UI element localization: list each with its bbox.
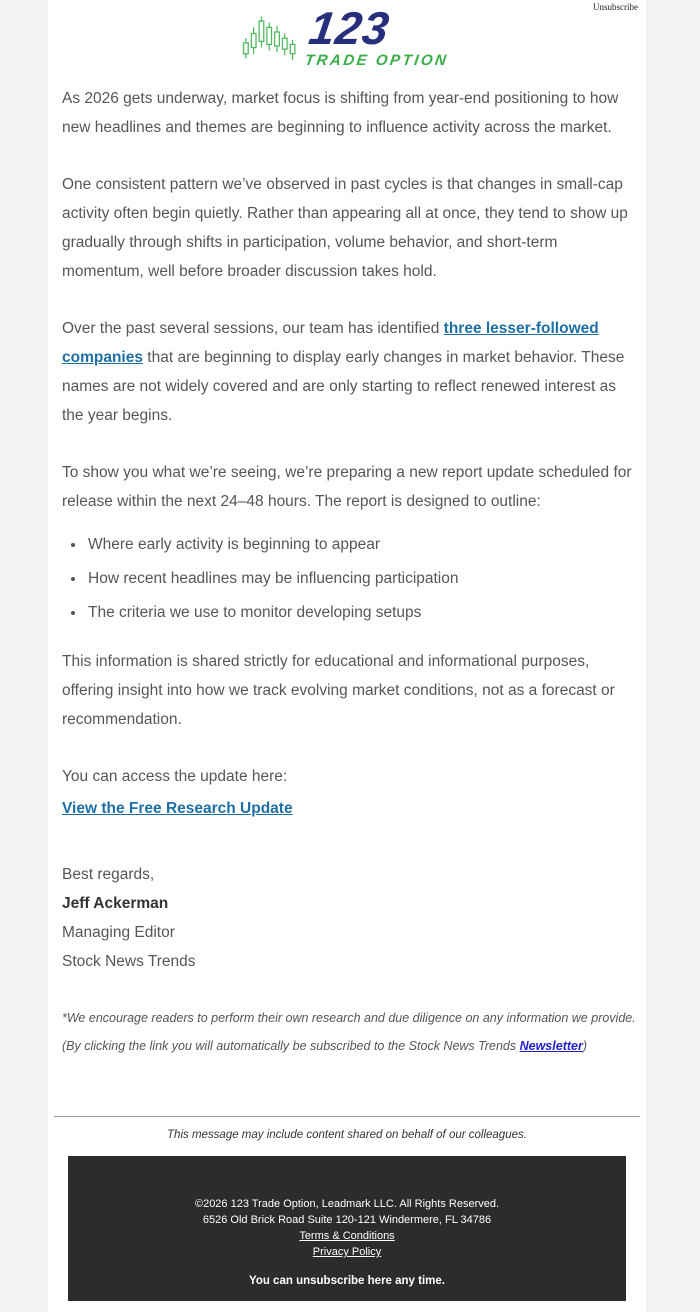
logo-wordmark: TRADE OPTION [304, 51, 450, 69]
signature-closing: Best regards, [62, 866, 155, 883]
companies-text-after: that are beginning to display early changes in market behavior. These names are not widely covered and are only starting to reflect renewed interest as the year begins. [62, 349, 625, 424]
companies-text-before: Over the past several sessions, our team has identified [62, 320, 444, 337]
signature-name: Jeff Ackerman [62, 895, 169, 912]
privacy-link[interactable]: Privacy Policy [312, 1246, 382, 1258]
unsubscribe-here-text[interactable]: You can unsubscribe here any time. [249, 1275, 445, 1287]
logo-number: 123 [306, 1, 394, 54]
list-item: • Where early activity is beginning to appear [86, 530, 636, 559]
report-bullet-list [62, 530, 636, 627]
view-research-update-link[interactable]: View the Free Research Update [62, 800, 293, 817]
terms-link[interactable]: Terms & Conditions [299, 1230, 395, 1242]
logo-text [304, 1, 456, 69]
intro-paragraph: As 2026 gets underway, market focus is shifting from year-end positioning to how new headlines and themes are beginning to influence activity across the market. [62, 90, 619, 136]
list-item: • The criteria we use to monitor developing setups [86, 598, 636, 627]
unsubscribe-link[interactable]: Unsubscribe [593, 2, 638, 12]
disclaimer-text-before: (By clicking the link you will automatically be subscribed to the Stock News Trends [62, 1039, 520, 1053]
access-line: You can access the update here: [62, 768, 288, 785]
brand-logo [48, 0, 646, 72]
companies-paragraph [62, 314, 636, 430]
signature-title: Managing Editor [62, 924, 175, 941]
email-container [48, 0, 646, 1312]
report-paragraph: To show you what we’re seeing, we’re preparing a new report update scheduled for release within the next 24–48 hours. The report is designed to outline: [62, 464, 632, 510]
disclaimer [62, 1004, 636, 1060]
companies-link[interactable]: three lesser-followed companies [62, 320, 599, 366]
disclaimer-line2 [62, 1032, 636, 1060]
footer-address: 6526 Old Brick Road Suite 120-121 Windermere, FL 34786 [202, 1214, 492, 1226]
disclaimer-text-after: ) [582, 1039, 588, 1053]
email-body [48, 72, 646, 1060]
candlestick-chart-icon [242, 9, 298, 69]
divider [54, 1116, 640, 1117]
footer-copyright: ©2026 123 Trade Option, Leadmark LLC. All Rights Reserved. [194, 1198, 500, 1210]
signature-company: Stock News Trends [62, 953, 196, 970]
disclaimer-line1: *We encourage readers to perform their own research and due diligence on any information we provide. [62, 1011, 636, 1025]
footer [68, 1156, 626, 1301]
pattern-paragraph: One consistent pattern we’ve observed in past cycles is that changes in small-cap activity often begin quietly. Rather than appearing all at once, they tend to show up gradually through shifts in participation, volume behavior, and short-term momentum, well before broader discussion takes hold. [62, 176, 628, 280]
list-item: • How recent headlines may be influencing participation [86, 564, 636, 593]
signature-block [62, 860, 636, 976]
cta-line [62, 794, 636, 823]
educational-paragraph: This information is shared strictly for educational and informational purposes, offering insight into how we track evolving market conditions, not as a forecast or recommendation. [62, 653, 615, 728]
colleagues-notice: This message may include content shared on behalf of our colleagues. [167, 1129, 527, 1141]
newsletter-link[interactable]: Newsletter [519, 1039, 583, 1053]
